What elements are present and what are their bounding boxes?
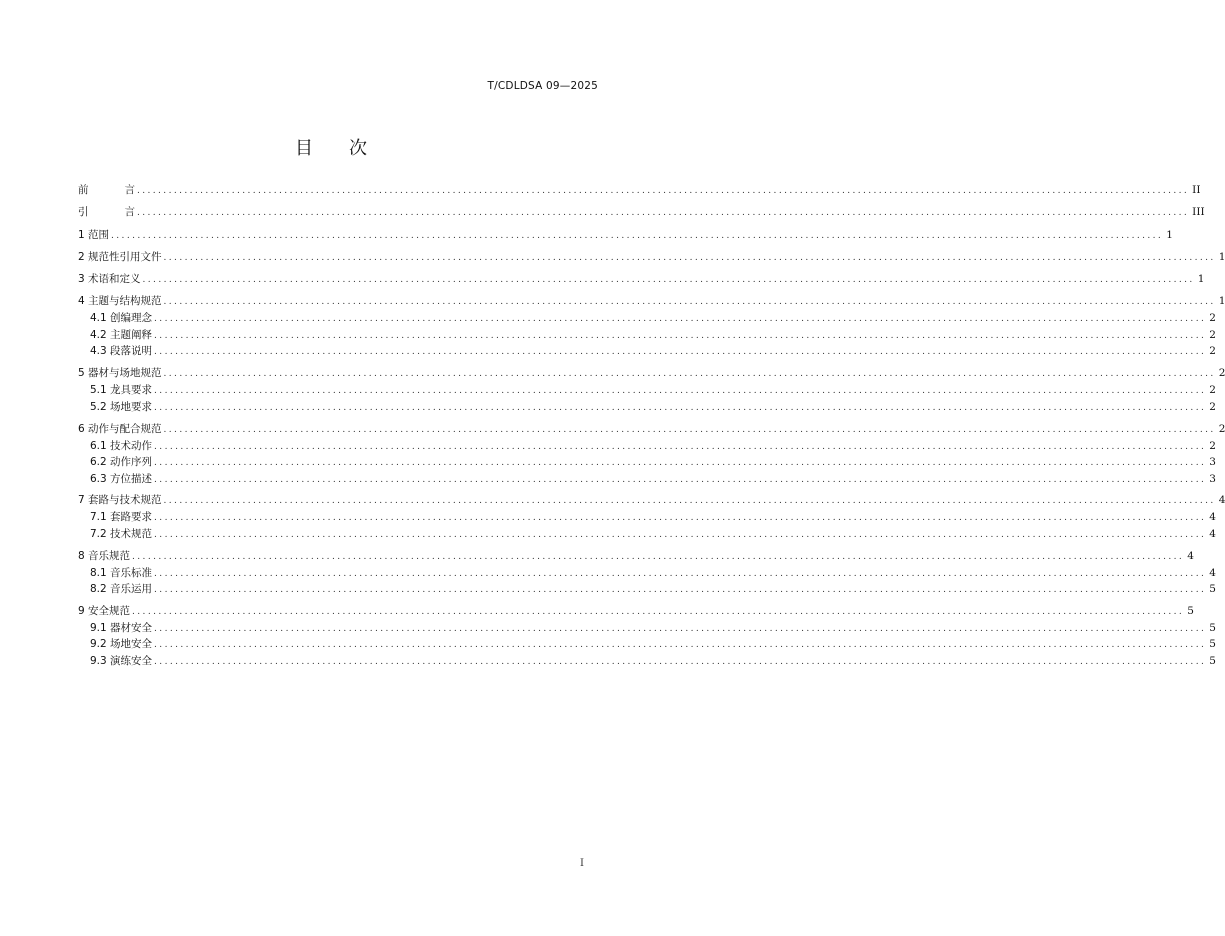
toc-entry-label: 5.2 场地要求: [90, 400, 153, 413]
toc-leader-dots: ........................................................................................................................................................................................................: [154, 640, 1207, 651]
toc-subentry[interactable]: [78, 343, 1216, 360]
toc-entry-label: 7 套路与技术规范: [78, 494, 162, 507]
toc-entry-label: [78, 203, 137, 221]
title-char-1: 目: [295, 138, 313, 159]
toc-entry[interactable]: [78, 364, 1225, 382]
toc-entry-label: 7.2 技术规范: [90, 527, 153, 540]
toc-page-number: 2: [1209, 384, 1216, 397]
toc-subentry[interactable]: [78, 581, 1216, 598]
toc-page-number: 3: [1209, 456, 1216, 469]
toc-leader-dots: ........................................................................................................................................................................................................: [132, 551, 1185, 562]
toc-page-number: II: [1192, 184, 1201, 196]
toc-entry-label: 8.1 音乐标准: [90, 566, 153, 579]
toc-leader-dots: ........................................................................................................................................................................................................: [154, 656, 1207, 667]
toc-page-number: 1: [1218, 295, 1225, 308]
toc-page-number: 4: [1209, 511, 1216, 524]
toc-entry-label: 7.1 套路要求: [90, 511, 153, 524]
toc-entry-label: 6 动作与配合规范: [78, 422, 162, 435]
toc-leader-dots: ........................................................................................................................................................................................................: [132, 606, 1185, 617]
toc-page-number: 2: [1209, 400, 1216, 413]
toc-page-number: 4: [1218, 494, 1225, 507]
toc-entry[interactable]: [78, 602, 1194, 620]
toc-entry-label: 5 器材与场地规范: [78, 367, 162, 380]
toc-entry-label: 3 术语和定义: [78, 273, 141, 286]
toc-leader-dots: ........................................................................................................................................................................................................: [154, 474, 1207, 485]
toc-page-number: 5: [1187, 604, 1194, 617]
toc-page-number: 2: [1209, 328, 1216, 341]
toc-leader-dots: ........................................................................................................................................................................................................: [142, 275, 1195, 286]
toc-entry-label: 6.2 动作序列: [90, 456, 153, 469]
toc-page-number: 1: [1166, 228, 1173, 241]
toc-entry-label: [78, 181, 137, 199]
toc-subentry[interactable]: [78, 399, 1216, 416]
toc-entry-label: 4.1 创编理念: [90, 312, 153, 325]
title-char-2: 次: [349, 138, 367, 159]
toc-entry[interactable]: [78, 420, 1225, 438]
page-title: [0, 134, 662, 160]
toc-entry[interactable]: [78, 226, 1173, 244]
toc-entry-label-part: 引: [78, 206, 89, 219]
toc-leader-dots: ........................................................................................................................................................................................................: [154, 441, 1207, 452]
toc-page-number: 3: [1209, 472, 1216, 485]
toc-entry-label: 1 范围: [78, 228, 110, 241]
toc-leader-dots: ........................................................................................................................................................................................................: [163, 424, 1216, 435]
toc-leader-dots: ........................................................................................................................................................................................................: [154, 529, 1207, 540]
toc-subentry[interactable]: [78, 653, 1216, 670]
toc-entry-label: 4 主题与结构规范: [78, 295, 162, 308]
toc-page-number: 2: [1218, 367, 1225, 380]
toc-entry-label: 8.2 音乐运用: [90, 583, 153, 596]
toc-entry-label: 5.1 龙具要求: [90, 384, 153, 397]
toc-page-number: III: [1192, 206, 1205, 219]
toc-leader-dots: ........................................................................................................................................................................................................: [111, 230, 1164, 241]
toc-entry-label: 4.2 主题阐释: [90, 328, 153, 341]
toc-page-number: 4: [1209, 527, 1216, 540]
toc-leader-dots: ........................................................................................................................................................................................................: [154, 386, 1207, 397]
toc-subentry[interactable]: [78, 454, 1216, 471]
toc-leader-dots: ........................................................................................................................................................................................................: [154, 568, 1207, 579]
toc-leader-dots: ........................................................................................................................................................................................................: [154, 402, 1207, 413]
toc-page-number: 5: [1209, 638, 1216, 651]
toc-leader-dots: ........................................................................................................................................................................................................: [154, 458, 1207, 469]
toc-entry-label-part: 言: [124, 206, 135, 219]
toc-entry-label: 9 安全规范: [78, 604, 131, 617]
toc-entry-label-part: 言: [124, 184, 135, 196]
toc-leader-dots: ........................................................................................................................................................................................................: [163, 496, 1216, 507]
toc-entry-label: 4.3 段落说明: [90, 345, 153, 358]
toc-page-number: 5: [1209, 583, 1216, 596]
toc-leader-dots: ........................................................................................................................................................................................................: [154, 347, 1207, 358]
toc-entry[interactable]: [78, 270, 1205, 288]
toc-subentry[interactable]: [78, 565, 1216, 582]
toc-leader-dots: ........................................................................................................................................................................................................: [154, 513, 1207, 524]
toc-entry-label: 2 规范性引用文件: [78, 250, 162, 263]
toc-leader-dots: ........................................................................................................................................................................................................: [163, 297, 1216, 308]
toc-subentry[interactable]: [78, 526, 1216, 543]
toc-leader-dots: ........................................................................................................................................................................................................: [154, 585, 1207, 596]
toc-subentry[interactable]: [78, 471, 1216, 488]
toc-subentry[interactable]: [78, 620, 1216, 637]
toc-page-number: 2: [1218, 422, 1225, 435]
toc-entry-label: 9.1 器材安全: [90, 621, 153, 634]
toc-page-number: 1: [1197, 273, 1205, 286]
toc-page-number: 5: [1209, 654, 1216, 667]
toc-page-number: 4: [1209, 566, 1216, 579]
toc-page-number: 2: [1209, 345, 1216, 358]
table-of-contents: [78, 181, 1225, 669]
toc-entry-label: 6.1 技术动作: [90, 439, 153, 452]
toc-entry-label: 9.3 演练安全: [90, 654, 153, 667]
toc-entry[interactable]: [78, 292, 1225, 310]
toc-leader-dots: ........................................................................................................................................................................................................: [163, 252, 1216, 263]
toc-entry[interactable]: [78, 248, 1225, 266]
toc-subentry[interactable]: [78, 327, 1216, 344]
footer-page-number: I: [580, 858, 584, 869]
toc-entry[interactable]: [78, 547, 1194, 565]
toc-entry-label: 6.3 方位描述: [90, 472, 153, 485]
toc-leader-dots: ........................................................................................................................................................................................................: [154, 623, 1207, 634]
toc-page-number: 4: [1187, 549, 1194, 562]
toc-entry[interactable]: [78, 181, 1201, 199]
toc-entry-label-part: 前: [78, 184, 89, 196]
toc-leader-dots: ........................................................................................................................................................................................................: [154, 330, 1207, 341]
toc-page-number: 2: [1209, 439, 1216, 452]
toc-subentry[interactable]: [78, 310, 1216, 327]
toc-leader-dots: ........................................................................................................................................................................................................: [154, 314, 1207, 325]
toc-page-number: 5: [1209, 621, 1216, 634]
toc-leader-dots: ........................................................................................................................................................................................................: [137, 208, 1190, 219]
toc-page-number: 2: [1209, 312, 1216, 325]
toc-subentry[interactable]: [78, 636, 1216, 653]
toc-entry-label: 9.2 场地安全: [90, 638, 153, 651]
document-code: T/CDLDSA 09—2025: [487, 80, 598, 92]
toc-leader-dots: ........................................................................................................................................................................................................: [137, 186, 1190, 196]
toc-subentry[interactable]: [78, 509, 1216, 526]
toc-subentry[interactable]: [78, 438, 1216, 455]
toc-entry[interactable]: [78, 491, 1225, 509]
toc-page-number: 1: [1218, 250, 1225, 263]
toc-subentry[interactable]: [78, 382, 1216, 399]
toc-entry[interactable]: [78, 203, 1205, 221]
toc-leader-dots: ........................................................................................................................................................................................................: [163, 369, 1216, 380]
toc-entry-label: 8 音乐规范: [78, 549, 131, 562]
